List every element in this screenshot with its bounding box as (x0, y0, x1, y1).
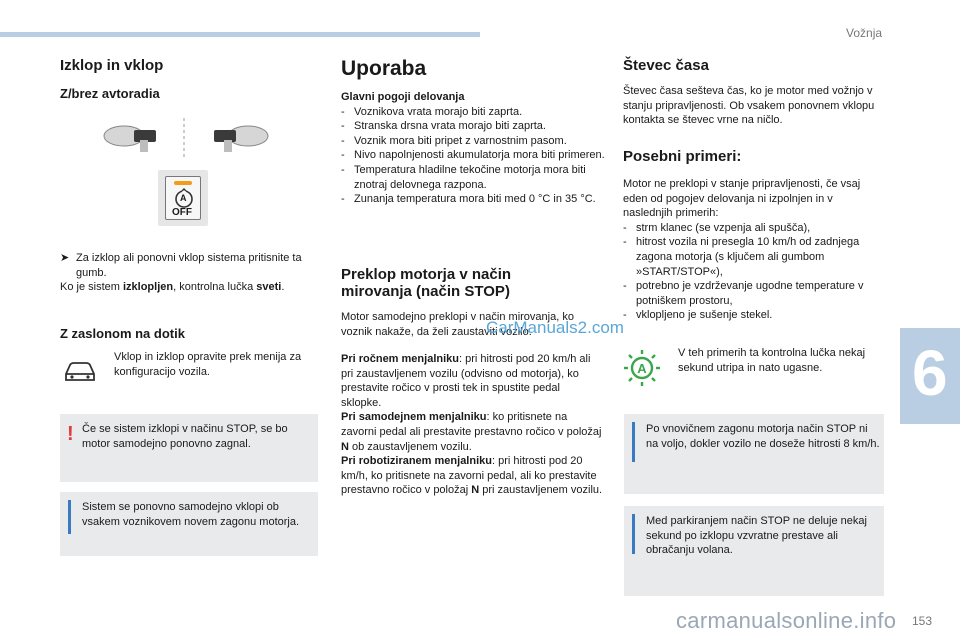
chapter-tab (900, 328, 960, 424)
special-title: Posebni primeri: (623, 148, 742, 165)
watermark: CarManuals2.com (486, 318, 624, 337)
auto-gearbox-label: Pri samodejnem menjalniku (341, 411, 487, 424)
list-item: - strm klanec (se vzpenja ali spušča), (623, 221, 881, 236)
auto-gearbox-text-a: : ko pritisnete na zavorni pedal ali prestavite prestavno ročico v položaj (341, 411, 602, 438)
list-item: - Nivo napolnjenosti akumulatorja mora biti primeren. (341, 148, 606, 163)
special-list (623, 221, 881, 323)
conditions-block (341, 90, 606, 207)
page-number: 153 (912, 614, 933, 628)
robot-gearbox-n: N (471, 484, 480, 497)
stop-mode-title-line2: mirovanja (način STOP) (341, 283, 510, 300)
list-item: - vklopljeno je sušenje stekel. (623, 308, 881, 323)
info-text-right-1: Po vnovičnem zagonu motorja način STOP ni na voljo, dokler vozilo ne doseže hitrosti 8 km/h. (646, 423, 880, 450)
info-icon (68, 500, 71, 534)
info-box-right-1 (624, 414, 884, 494)
list-item: - Stranska drsna vrata morajo biti zaprta. (341, 119, 606, 134)
robot-gearbox-text-b: pri zaustavljenem vozilu. (479, 484, 603, 497)
section-label: Vožnja (846, 26, 883, 40)
middle-title: Uporaba (341, 57, 427, 80)
warning-icon: ! (67, 423, 74, 445)
warning-text: Če se sistem izklopi v načinu STOP, se bo motor samodejno ponovno zagnal. (82, 423, 288, 450)
conditions-list (341, 105, 606, 207)
left-sub2-title: Z zaslonom na dotik (60, 326, 185, 341)
info-text-right-2: Med parkiranjem način STOP ne deluje nekaj sekund po izklopu vzvratne prestave ali obračanju volana. (646, 515, 867, 557)
list-item: - potrebno je vzdrževanje ugodne temperature v potniškem prostoru, (623, 279, 881, 308)
stop-start-lamp-icon (622, 348, 662, 388)
chapter-number: 6 (912, 337, 948, 409)
info-icon (632, 422, 635, 462)
indicator-led-icon (174, 181, 192, 185)
status-text-a: Ko je sistem (60, 281, 123, 294)
special-intro: Motor ne preklopi v stanje pripravljenosti, če vsaj eden od pogojev delovanja ni izpolnjen in v naslednjih primerih: (623, 178, 861, 220)
steering-stalks-icon (100, 116, 270, 160)
stop-mode-title (341, 266, 511, 300)
auto-gearbox-n: N (341, 440, 349, 453)
robot-gearbox-label: Pri robotiziranem menjalniku (341, 455, 492, 468)
warning-box (60, 414, 318, 482)
stop-mode-title-line1: Preklop motorja v način (341, 266, 512, 283)
svg-text:A: A (637, 361, 647, 376)
status-text-b: izklopljen (122, 281, 174, 294)
touch-screen-text: Vklop in izklop opravite prek menija za konfiguracijo vozila. (114, 351, 302, 378)
list-item: - Voznik mora biti pripet z varnostnim pasom. (341, 134, 606, 149)
counter-text: Števec časa sešteva čas, ko je motor med vožnjo v stanju pripravljenosti. Ob vsakem ponovnem vklopu kontakta se števec vrne na ničlo. (623, 85, 875, 127)
steering-stalk-illustration (100, 116, 270, 160)
stop-start-off-button[interactable] (158, 170, 208, 226)
status-text-c: , kontrolna lučka (173, 281, 257, 294)
list-item: - hitrost vozila ni presegla 10 km/h od zadnjega zagona motorja (s ključem ali gumbom »START/STOP«), (623, 235, 881, 279)
left-title: Izklop in vklop (60, 57, 164, 74)
conditions-title: Glavni pogoji delovanja (341, 91, 465, 103)
off-button-letter: A (180, 193, 187, 203)
car-settings-icon (62, 358, 98, 384)
counter-title: Števec časa (623, 57, 709, 74)
info-box-right-2 (624, 506, 884, 596)
status-text-e: . (281, 281, 285, 294)
off-button-label: OFF (172, 207, 192, 218)
info-icon (632, 514, 635, 554)
footer-site: carmanualsonline.info (676, 608, 897, 633)
left-sub1-title: Z/brez avtoradia (60, 86, 160, 101)
list-item: - Voznikova vrata morajo biti zaprta. (341, 105, 606, 120)
arrow-bullet-icon: ➤ (60, 252, 70, 264)
header-accent-bar (0, 32, 480, 37)
info-box-left (60, 492, 318, 556)
list-item: - Zunanja temperatura mora biti med 0 °C in 35 °C. (341, 192, 606, 207)
instruction-text: Za izklop ali ponovni vklop sistema pritisnite ta gumb. (76, 252, 302, 279)
status-text-d: sveti (256, 281, 282, 294)
info-text-left: Sistem se ponovno samodejno vklopi ob vsakem voznikovem novem zagonu motorja. (82, 501, 300, 528)
lamp-text: V teh primerih ta kontrolna lučka nekaj sekund utripa in nato ugasne. (678, 347, 866, 374)
left-instruction-block (60, 251, 320, 295)
special-block (623, 177, 881, 323)
gearbox-block (341, 352, 603, 498)
list-item: - Temperatura hladilne tekočine motorja mora biti znotraj delovnega razpona. (341, 163, 606, 192)
manual-gearbox-label: Pri ročnem menjalniku (341, 353, 459, 365)
manual-gearbox-text: : pri hitrosti pod 20 km/h ali pri zaustavljenem vozilu (odvisno od motorja), ko prestavite ročico v prosti tek in spustite pedal sklopke. (341, 353, 591, 409)
auto-gearbox-text-b: ob zaustavljenem vozilu. (348, 440, 472, 453)
stop-intro-text: Motor samodejno preklopi v način mirovanja, ko voznik nakaže, da želi zaustaviti vozilo. (341, 311, 574, 338)
robot-gearbox-text-a: : pri hitrosti pod 20 km/h, ko pritisnete na zavorni pedal, ali ko prestavite prestavno ročico v položaj (341, 455, 597, 497)
